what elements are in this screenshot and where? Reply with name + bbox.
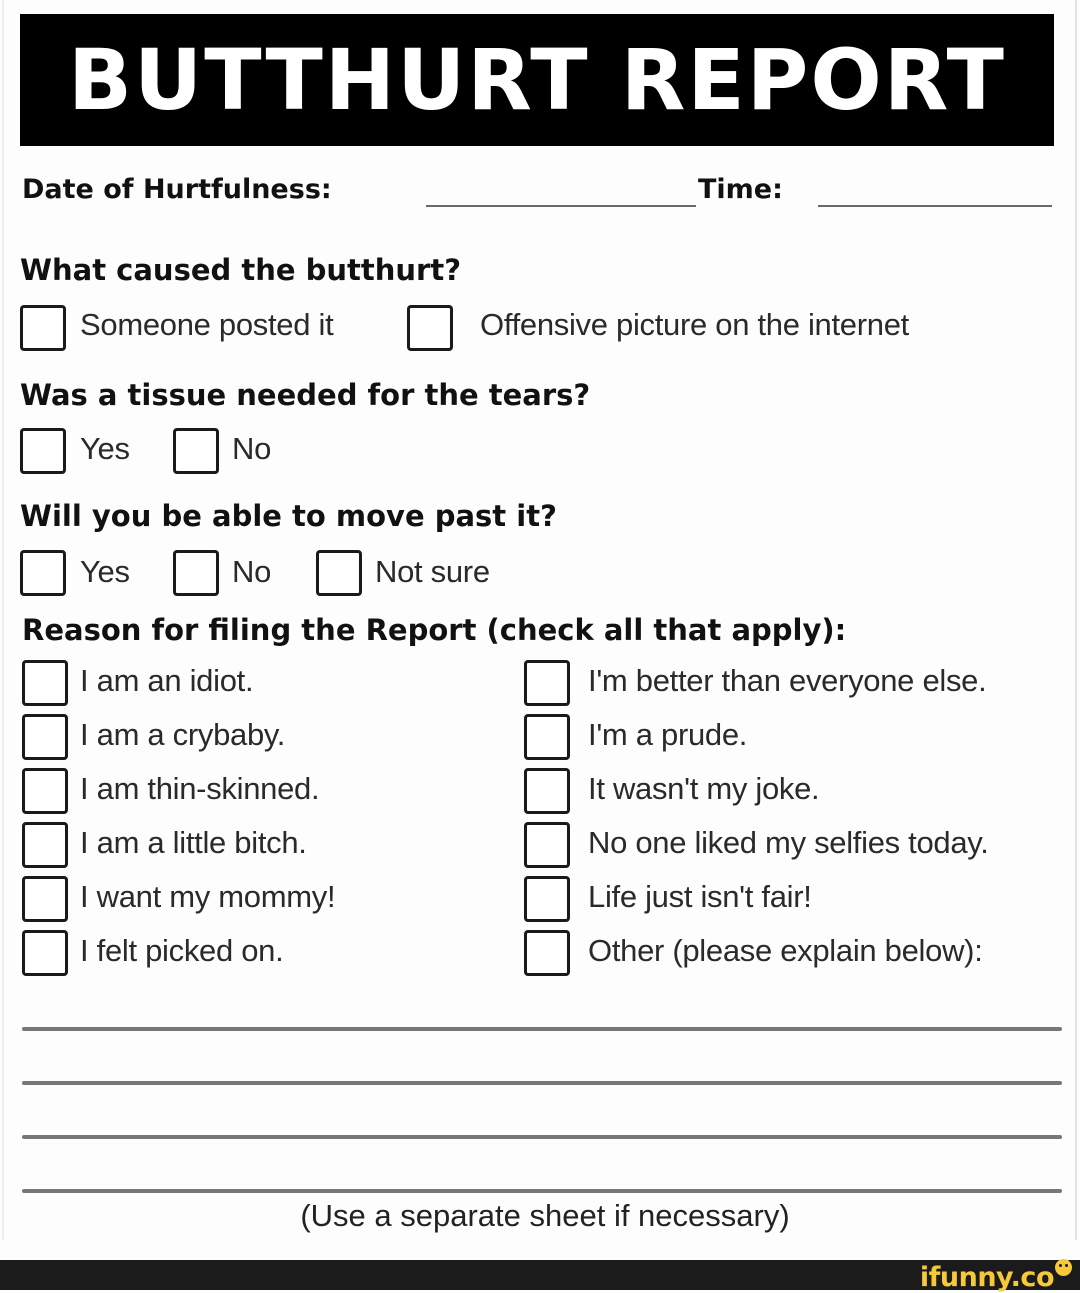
- checkbox-someone-posted-it[interactable]: [20, 305, 66, 351]
- explanation-line-1[interactable]: [22, 1027, 1062, 1031]
- question-cause: What caused the butthurt?: [20, 253, 462, 287]
- option-tissue-no: No: [232, 431, 272, 466]
- checkbox-reason-selfies[interactable]: [524, 822, 570, 868]
- watermark-text: ifunny.co: [919, 1262, 1054, 1293]
- time-field[interactable]: [818, 205, 1052, 207]
- option-reason-prude: I'm a prude.: [588, 717, 748, 752]
- page-edge-left: [2, 0, 4, 1240]
- checkbox-tissue-yes[interactable]: [20, 428, 66, 474]
- checkbox-reason-idiot[interactable]: [22, 660, 68, 706]
- question-move-past: Will you be able to move past it?: [20, 499, 557, 533]
- checkbox-reason-better[interactable]: [524, 660, 570, 706]
- page-edge-right: [1075, 0, 1077, 1240]
- checkbox-reason-not-fair[interactable]: [524, 876, 570, 922]
- option-move-past-yes: Yes: [80, 554, 130, 589]
- footnote: (Use a separate sheet if necessary): [300, 1198, 790, 1233]
- date-field[interactable]: [426, 205, 696, 207]
- option-reason-mommy: I want my mommy!: [80, 879, 336, 914]
- checkbox-reason-picked-on[interactable]: [22, 930, 68, 976]
- checkbox-reason-mommy[interactable]: [22, 876, 68, 922]
- option-reason-crybaby: I am a crybaby.: [80, 717, 286, 752]
- option-reason-selfies: No one liked my selfies today.: [588, 825, 989, 860]
- option-reason-not-my-joke: It wasn't my joke.: [588, 771, 820, 806]
- option-reason-idiot: I am an idiot.: [80, 663, 254, 698]
- checkbox-offensive-picture[interactable]: [407, 305, 453, 351]
- checkbox-move-past-not-sure[interactable]: [316, 550, 362, 596]
- option-reason-better: I'm better than everyone else.: [588, 663, 987, 698]
- time-label: Time:: [698, 174, 783, 205]
- explanation-line-2[interactable]: [22, 1081, 1062, 1085]
- option-tissue-yes: Yes: [80, 431, 130, 466]
- option-reason-not-fair: Life just isn't fair!: [588, 879, 812, 914]
- question-tissue: Was a tissue needed for the tears?: [20, 378, 591, 412]
- title-banner: [20, 14, 1054, 146]
- option-someone-posted-it: Someone posted it: [80, 307, 334, 342]
- watermark-bar: [0, 1260, 1080, 1290]
- checkbox-reason-not-my-joke[interactable]: [524, 768, 570, 814]
- option-reason-thin-skinned: I am thin-skinned.: [80, 771, 320, 806]
- checkbox-reason-thin-skinned[interactable]: [22, 768, 68, 814]
- checkbox-reason-prude[interactable]: [524, 714, 570, 760]
- option-reason-other: Other (please explain below):: [588, 933, 983, 968]
- checkbox-reason-crybaby[interactable]: [22, 714, 68, 760]
- date-label: Date of Hurtfulness:: [22, 174, 332, 205]
- option-offensive-picture: Offensive picture on the internet: [480, 307, 909, 342]
- checkbox-reason-other[interactable]: [524, 930, 570, 976]
- option-reason-little: I am a little bitch.: [80, 825, 307, 860]
- checkbox-tissue-no[interactable]: [173, 428, 219, 474]
- option-move-past-no: No: [232, 554, 272, 589]
- watermark: [920, 1259, 1072, 1293]
- option-reason-picked-on: I felt picked on.: [80, 933, 284, 968]
- form-title: BUTTHURT REPORT: [68, 31, 1006, 129]
- smiley-icon: [1055, 1259, 1072, 1276]
- question-reason: Reason for filing the Report (check all that apply):: [22, 613, 847, 647]
- checkbox-move-past-yes[interactable]: [20, 550, 66, 596]
- option-move-past-not-sure: Not sure: [375, 554, 490, 589]
- checkbox-reason-little[interactable]: [22, 822, 68, 868]
- explanation-line-3[interactable]: [22, 1135, 1062, 1139]
- checkbox-move-past-no[interactable]: [173, 550, 219, 596]
- explanation-line-4[interactable]: [22, 1189, 1062, 1193]
